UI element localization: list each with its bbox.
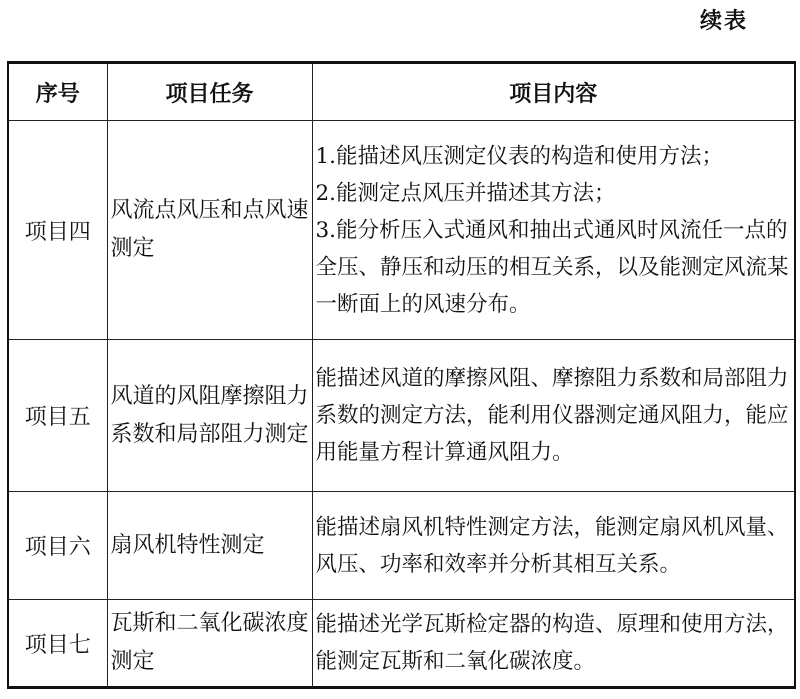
row-content [312, 600, 795, 688]
table-header-row [8, 63, 795, 121]
row-content [312, 121, 795, 340]
row-task: 瓦斯和二氧化碳浓度测定 [107, 600, 312, 688]
row-task: 风道的风阻摩擦阻力系数和局部阻力测定 [107, 340, 312, 492]
table-row [8, 340, 795, 492]
continued-label: 续表 [699, 9, 748, 34]
row-content [312, 340, 795, 492]
table-row [8, 492, 795, 600]
row-seq: 项目四 [8, 121, 107, 340]
row-seq: 项目七 [8, 600, 107, 688]
row-task: 扇风机特性测定 [107, 492, 312, 600]
content-line: 能描述光学瓦斯检定器的构造、原理和使用方法，能测定瓦斯和二氧化碳浓度。 [315, 612, 789, 674]
content-line: 能描述风道的摩擦风阻、摩擦阻力系数和局部阻力系数的测定方法，能利用仪器测定通风阻力，能应用能量方程计算通风阻力。 [315, 366, 789, 465]
row-content [312, 492, 795, 600]
project-table [7, 61, 796, 689]
row-seq: 项目六 [8, 492, 107, 600]
column-header-content: 项目内容 [312, 63, 795, 121]
row-seq: 项目五 [8, 340, 107, 492]
content-line: 3.能分析压入式通风和抽出式通风时风流任一点的全压、静压和动压的相互关系，以及能测定风流某一断面上的风速分布。 [315, 217, 789, 317]
table-row [8, 600, 795, 688]
content-line: 2.能测定点风压并描述其方法； [315, 180, 616, 206]
table-row [8, 121, 795, 340]
content-line: 能描述扇风机特性测定方法，能测定扇风机风量、风压、功率和效率并分析其相互关系。 [315, 514, 789, 577]
row-task: 风流点风压和点风速测定 [107, 121, 312, 340]
content-line: 1.能描述风压测定仪表的构造和使用方法； [315, 143, 724, 169]
column-header-seq: 序号 [8, 63, 107, 121]
column-header-task: 项目任务 [107, 63, 312, 121]
